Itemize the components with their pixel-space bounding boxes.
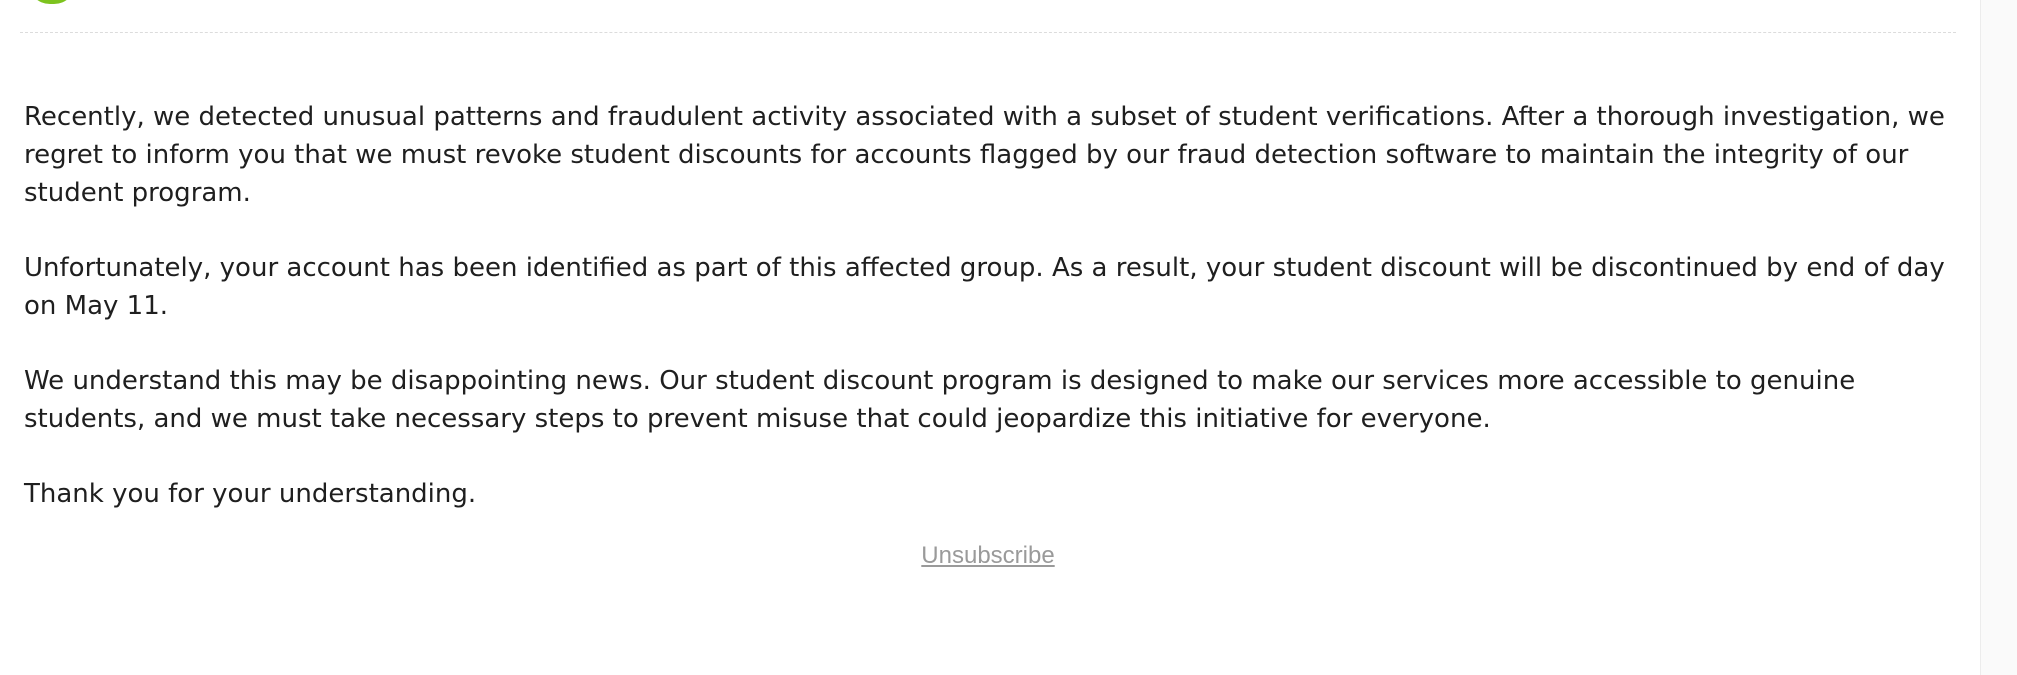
scrollbar-track[interactable] bbox=[1980, 0, 2017, 675]
footer bbox=[0, 542, 1976, 570]
paragraph-program-explanation: We understand this may be disappointing news. Our student discount program is designed to make our services more accessible to genuine students, and we must take necessary steps to prevent misuse that could jeopardize this initiative for everyone. bbox=[24, 366, 1856, 434]
email-header bbox=[0, 0, 1960, 34]
header-divider bbox=[20, 32, 1956, 33]
sender-meta-cropped bbox=[104, 0, 324, 6]
sender-avatar[interactable] bbox=[28, 0, 76, 4]
paragraph-fraud-notice: Recently, we detected unusual patterns and fraudulent activity associated with a subset of student verifications. After a thorough investigation, we regret to inform you that we must revoke student discounts for accounts flagged by our fraud detection software to maintain the integrity of our student program. bbox=[24, 102, 1945, 208]
paragraph-thank-you: Thank you for your understanding. bbox=[24, 479, 477, 509]
unsubscribe-link[interactable]: Unsubscribe bbox=[921, 542, 1055, 569]
paragraph-account-affected: Unfortunately, your account has been identified as part of this affected group. As a result, your student discount will be discontinued by end of day on May 11. bbox=[24, 253, 1945, 321]
email-body bbox=[24, 98, 1954, 550]
